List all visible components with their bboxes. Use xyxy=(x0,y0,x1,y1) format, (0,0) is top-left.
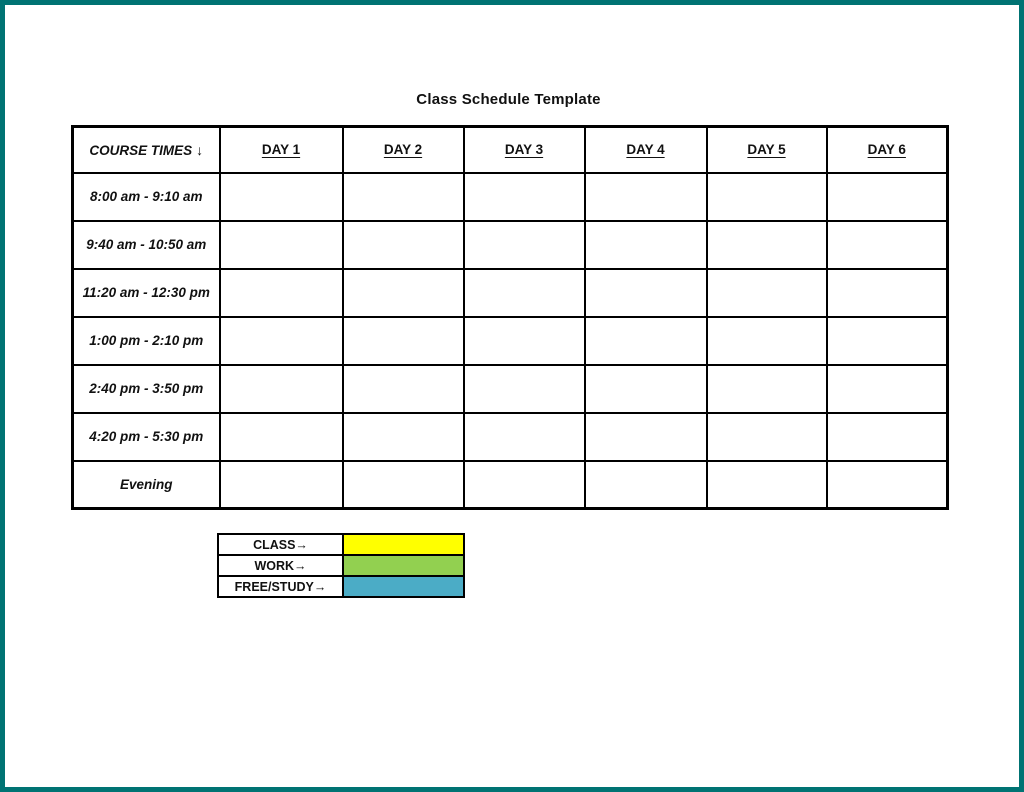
table-row xyxy=(73,461,948,509)
table-row xyxy=(73,269,948,317)
legend-label-free-study: FREE/STUDY→ xyxy=(218,576,343,597)
day-6-header: DAY 6 xyxy=(827,127,948,173)
time-slot-label: 1:00 pm - 2:10 pm xyxy=(73,317,220,365)
schedule-cell xyxy=(585,269,707,317)
schedule-cell xyxy=(585,221,707,269)
schedule-cell xyxy=(220,365,343,413)
schedule-cell xyxy=(707,221,827,269)
table-row xyxy=(73,365,948,413)
schedule-cell xyxy=(464,221,585,269)
time-slot-label: 2:40 pm - 3:50 pm xyxy=(73,365,220,413)
schedule-cell xyxy=(464,173,585,221)
schedule-cell xyxy=(585,365,707,413)
table-row xyxy=(73,317,948,365)
schedule-cell xyxy=(827,365,948,413)
table-row xyxy=(73,221,948,269)
schedule-cell xyxy=(220,413,343,461)
day-3-header: DAY 3 xyxy=(464,127,585,173)
schedule-cell xyxy=(707,461,827,509)
time-slot-label: Evening xyxy=(73,461,220,509)
day-1-header: DAY 1 xyxy=(220,127,343,173)
schedule-cell xyxy=(343,173,464,221)
schedule-cell xyxy=(827,269,948,317)
schedule-cell xyxy=(464,269,585,317)
schedule-cell xyxy=(827,221,948,269)
schedule-cell xyxy=(343,317,464,365)
schedule-cell xyxy=(343,461,464,509)
time-slot-label: 11:20 am - 12:30 pm xyxy=(73,269,220,317)
schedule-cell xyxy=(220,461,343,509)
down-arrow-icon: ↓ xyxy=(196,141,204,158)
day-2-header: DAY 2 xyxy=(343,127,464,173)
schedule-cell xyxy=(464,317,585,365)
day-4-header: DAY 4 xyxy=(585,127,707,173)
legend-row-class xyxy=(218,534,464,555)
schedule-cell xyxy=(707,173,827,221)
legend-swatch-class xyxy=(343,534,464,555)
schedule-cell xyxy=(585,173,707,221)
schedule-cell xyxy=(220,221,343,269)
schedule-cell xyxy=(220,269,343,317)
time-slot-label: 8:00 am - 9:10 am xyxy=(73,173,220,221)
schedule-table xyxy=(71,125,949,510)
schedule-cell xyxy=(220,317,343,365)
schedule-cell xyxy=(464,413,585,461)
time-slot-label: 4:20 pm - 5:30 pm xyxy=(73,413,220,461)
schedule-cell xyxy=(464,461,585,509)
schedule-cell xyxy=(707,365,827,413)
schedule-cell xyxy=(464,365,585,413)
header-row xyxy=(73,127,948,173)
day-5-header: DAY 5 xyxy=(707,127,827,173)
table-row xyxy=(73,173,948,221)
time-slot-label: 9:40 am - 10:50 am xyxy=(73,221,220,269)
legend-row-free-study xyxy=(218,576,464,597)
schedule-cell xyxy=(707,269,827,317)
legend-swatch-work xyxy=(343,555,464,576)
legend-row-work xyxy=(218,555,464,576)
schedule-cell xyxy=(343,413,464,461)
schedule-cell xyxy=(707,317,827,365)
legend-table xyxy=(217,533,465,598)
course-times-header xyxy=(73,127,220,173)
legend-label-work: WORK→ xyxy=(218,555,343,576)
schedule-cell xyxy=(827,173,948,221)
table-row xyxy=(73,413,948,461)
schedule-cell xyxy=(343,221,464,269)
schedule-cell xyxy=(707,413,827,461)
schedule-cell xyxy=(827,317,948,365)
schedule-cell xyxy=(220,173,343,221)
schedule-cell xyxy=(585,413,707,461)
course-times-label: COURSE TIMES xyxy=(89,142,193,158)
schedule-cell xyxy=(827,461,948,509)
page-title: Class Schedule Template xyxy=(416,91,601,108)
legend-swatch-free-study xyxy=(343,576,464,597)
schedule-cell xyxy=(343,269,464,317)
schedule-cell xyxy=(827,413,948,461)
schedule-cell xyxy=(343,365,464,413)
schedule-cell xyxy=(585,461,707,509)
schedule-cell xyxy=(585,317,707,365)
legend-label-class: CLASS→ xyxy=(218,534,343,555)
